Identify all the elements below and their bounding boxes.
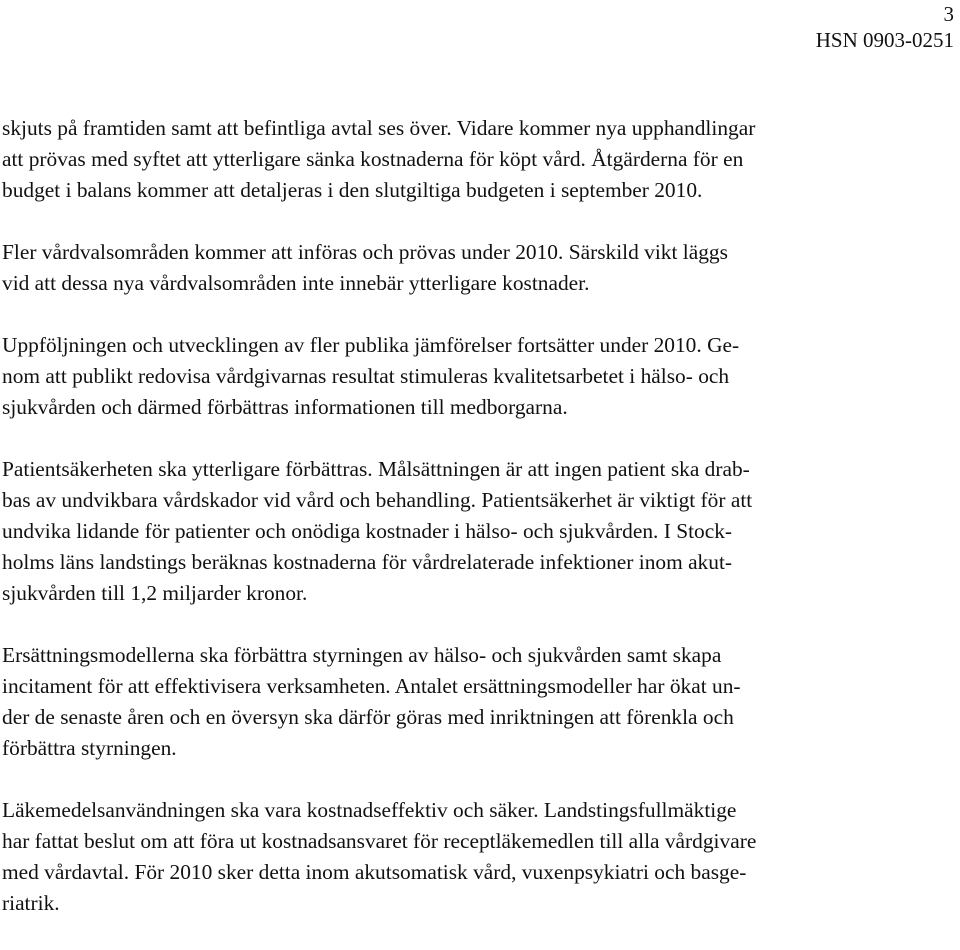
text-line: riatrik. (2, 891, 60, 915)
text-line: Patientsäkerheten ska ytterligare förbättras. Målsättningen är att ingen patient ska drab- (2, 457, 750, 481)
text-line: Läkemedelsanvändningen ska vara kostnadseffektiv och säker. Landstingsfullmäktige (2, 798, 737, 822)
text-line: med vårdavtal. För 2010 sker detta inom akutsomatisk vård, vuxenpsykiatri och basge- (2, 860, 747, 884)
paragraph (2, 237, 957, 299)
paragraph (2, 795, 957, 919)
text-line: förbättra styrningen. (2, 736, 177, 760)
text-line: bas av undvikbara vårdskador vid vård och behandling. Patientsäkerhet är viktigt för att (2, 488, 753, 512)
paragraph (2, 454, 957, 609)
text-line: holms läns landstings beräknas kostnaderna för vårdrelaterade infektioner inom akut- (2, 550, 733, 574)
paragraph (2, 113, 957, 206)
body-text (2, 113, 957, 950)
text-line: budget i balans kommer att detaljeras i den slutgiltiga budgeten i september 2010. (2, 178, 703, 202)
text-line: att prövas med syftet att ytterligare sänka kostnaderna för köpt vård. Åtgärderna för en (2, 147, 744, 171)
text-line: vid att dessa nya vårdvalsområden inte innebär ytterligare kostnader. (2, 271, 590, 295)
text-line: nom att publikt redovisa vårdgivarnas resultat stimuleras kvalitetsarbetet i hälso- och (2, 364, 730, 388)
text-line: undvika lidande för patienter och onödiga kostnader i hälso- och sjukvården. I Stock- (2, 519, 733, 543)
text-line: sjukvården och därmed förbättras informationen till medborgarna. (2, 395, 568, 419)
text-line: skjuts på framtiden samt att befintliga avtal ses över. Vidare kommer nya upphandlingar (2, 116, 756, 140)
page-number: 3 (943, 2, 954, 26)
text-line: Uppföljningen och utvecklingen av fler publika jämförelser fortsätter under 2010. Ge- (2, 333, 740, 357)
paragraph (2, 640, 957, 764)
paragraph (2, 330, 957, 423)
text-line: sjukvården till 1,2 miljarder kronor. (2, 581, 308, 605)
text-line: har fattat beslut om att föra ut kostnadsansvaret för receptläkemedlen till alla vårdgivare (2, 829, 757, 853)
text-line: incitament för att effektivisera verksamheten. Antalet ersättningsmodeller har ökat un- (2, 674, 741, 698)
text-line: der de senaste åren och en översyn ska därför göras med inriktningen att förenkla och (2, 705, 734, 729)
document-id: HSN 0903-0251 (815, 28, 954, 52)
text-line: Ersättningsmodellerna ska förbättra styrningen av hälso- och sjukvården samt skapa (2, 643, 722, 667)
text-line: Fler vårdvalsområden kommer att införas och prövas under 2010. Särskild vikt läggs (2, 240, 728, 264)
page-header (816, 0, 954, 54)
